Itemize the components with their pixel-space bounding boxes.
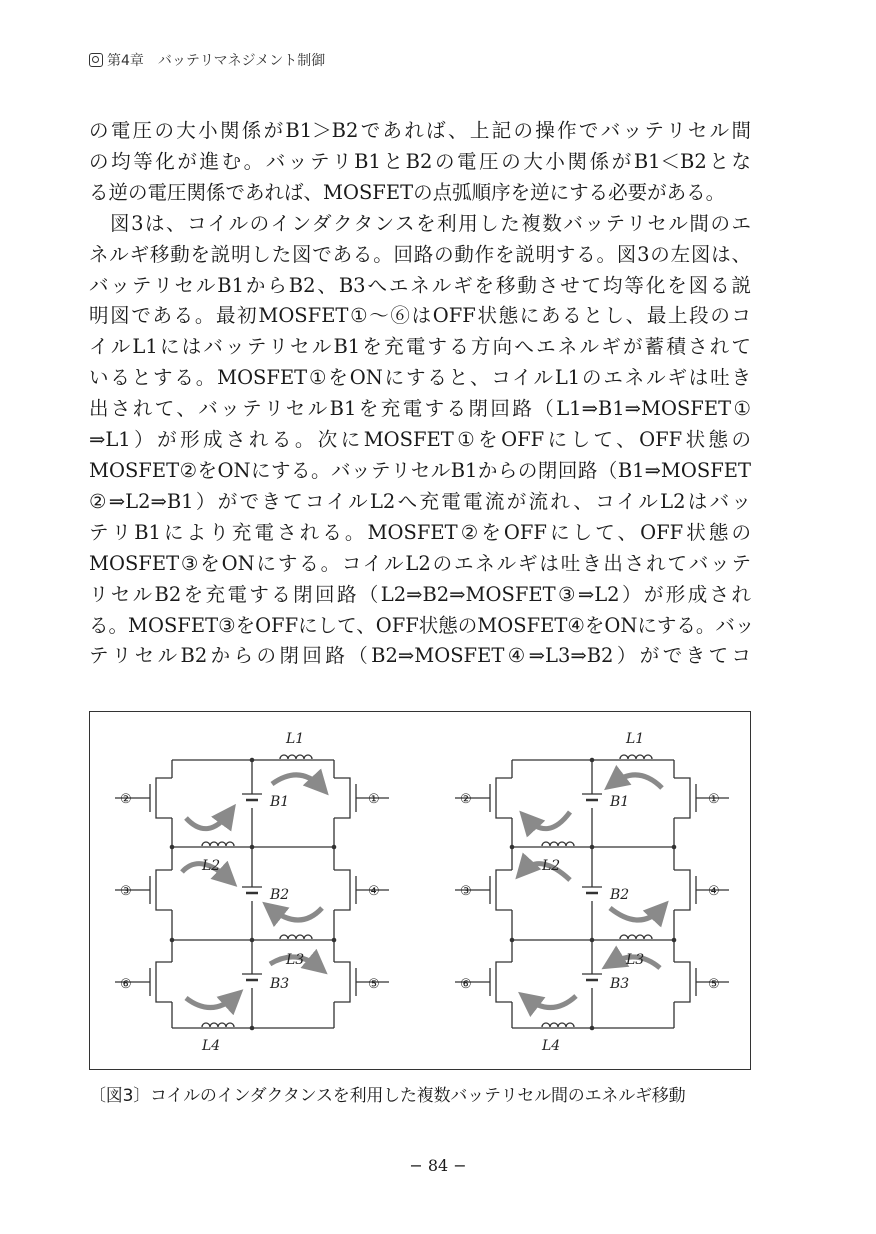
text-line: る逆の電圧関係であれば、MOSFETの点弧順序を逆にする必要がある。 <box>89 180 726 204</box>
text-line: テリB1により充電される。MOSFET②をOFFにして、OFF状態の <box>89 520 751 544</box>
text-line: ネルギ移動を説明した図である。回路の動作を説明する。図3の左図は、 <box>89 242 751 266</box>
text-line: ②⇒L2⇒B1）ができてコイルL2へ充電電流が流れ、コイルL2はバッ <box>89 489 751 513</box>
text-line: の均等化が進む。バッテリB1とB2の電圧の大小関係がB1＜B2とな <box>89 149 751 173</box>
coil-label-l1: L1 <box>286 731 305 747</box>
left-circuit <box>115 755 389 1030</box>
switch-label-3: ③ <box>120 884 132 899</box>
battery-label-b3: B3 <box>610 976 630 992</box>
coil-label-l4: L4 <box>202 1038 221 1054</box>
figure-caption: 〔図3〕コイルのインダクタンスを利用した複数バッテリセル間のエネルギ移動 <box>89 1086 686 1106</box>
text-line: テリセルB2からの閉回路（B2⇒MOSFET④⇒L3⇒B2）ができてコ <box>89 644 751 668</box>
figure-box <box>89 711 751 1070</box>
switch-label-1: ① <box>368 792 380 807</box>
battery-label-b3: B3 <box>270 976 290 992</box>
switch-label-4: ④ <box>708 884 720 899</box>
text-line: の電圧の大小関係がB1＞B2であれば、上記の操作でバッテリセル間 <box>89 119 751 142</box>
chapter-title: バッテリマネジメント制御 <box>157 53 326 69</box>
text-line: MOSFET②をONにする。バッテリセルB1からの閉回路（B1⇒MOSFET <box>89 458 751 482</box>
circuit-diagram <box>90 712 750 1069</box>
right-circuit <box>455 755 729 1030</box>
switch-label-6: ⑥ <box>460 977 472 992</box>
switch-label-4: ④ <box>368 884 380 899</box>
text-line: リセルB2を充電する閉回路（L2⇒B2⇒MOSFET③⇒L2）が形成され <box>89 582 751 606</box>
coil-label-l2: L2 <box>542 858 561 874</box>
text-line: 図3は、コイルのインダクタンスを利用した複数バッテリセル間のエ <box>89 211 751 235</box>
battery-label-b1: B1 <box>270 794 290 810</box>
switch-label-1: ① <box>708 792 720 807</box>
coil-label-l3: L3 <box>286 952 305 968</box>
battery-label-b2: B2 <box>610 887 630 903</box>
text-line: いるとする。MOSFET①をONにすると、コイルL1のエネルギは吐き <box>89 366 751 390</box>
text-line: 出されて、バッテリセルB1を充電する閉回路（L1⇒B1⇒MOSFET① <box>89 397 751 421</box>
chapter-number: 第4章 <box>107 53 144 69</box>
text-line: る。MOSFET③をOFFにして、OFF状態のMOSFET④をONにする。バッ <box>89 613 755 637</box>
switch-label-6: ⑥ <box>120 977 132 992</box>
battery-label-b2: B2 <box>270 887 290 903</box>
switch-label-3: ③ <box>460 884 472 899</box>
switch-label-5: ⑤ <box>708 977 720 992</box>
coil-label-l2: L2 <box>202 858 221 874</box>
running-header <box>89 50 325 70</box>
coil-label-l3: L3 <box>626 952 645 968</box>
coil-label-l1: L1 <box>626 731 645 747</box>
text-line: MOSFET③をONにする。コイルL2のエネルギは吐き出されてバッテ <box>89 551 751 575</box>
battery-label-b1: B1 <box>610 794 630 810</box>
switch-label-2: ② <box>460 792 472 807</box>
page-number: − 84 − <box>409 1156 467 1175</box>
chapter-badge-icon <box>89 53 103 67</box>
text-line: イルL1にはバッテリセルB1を充電する方向へエネルギが蓄積されて <box>89 335 751 359</box>
text-line: ⇒L1）が形成される。次にMOSFET①をOFFにして、OFF状態の <box>89 428 751 452</box>
switch-label-5: ⑤ <box>368 977 380 992</box>
text-line: バッテリセルB1からB2、B3へエネルギを移動させて均等化を図る説 <box>89 273 751 297</box>
body-text <box>89 116 755 672</box>
switch-label-2: ② <box>120 792 132 807</box>
text-line: 明図である。最初MOSFET①〜⑥はOFF状態にあるとし、最上段のコ <box>89 304 751 328</box>
coil-label-l4: L4 <box>542 1038 561 1054</box>
